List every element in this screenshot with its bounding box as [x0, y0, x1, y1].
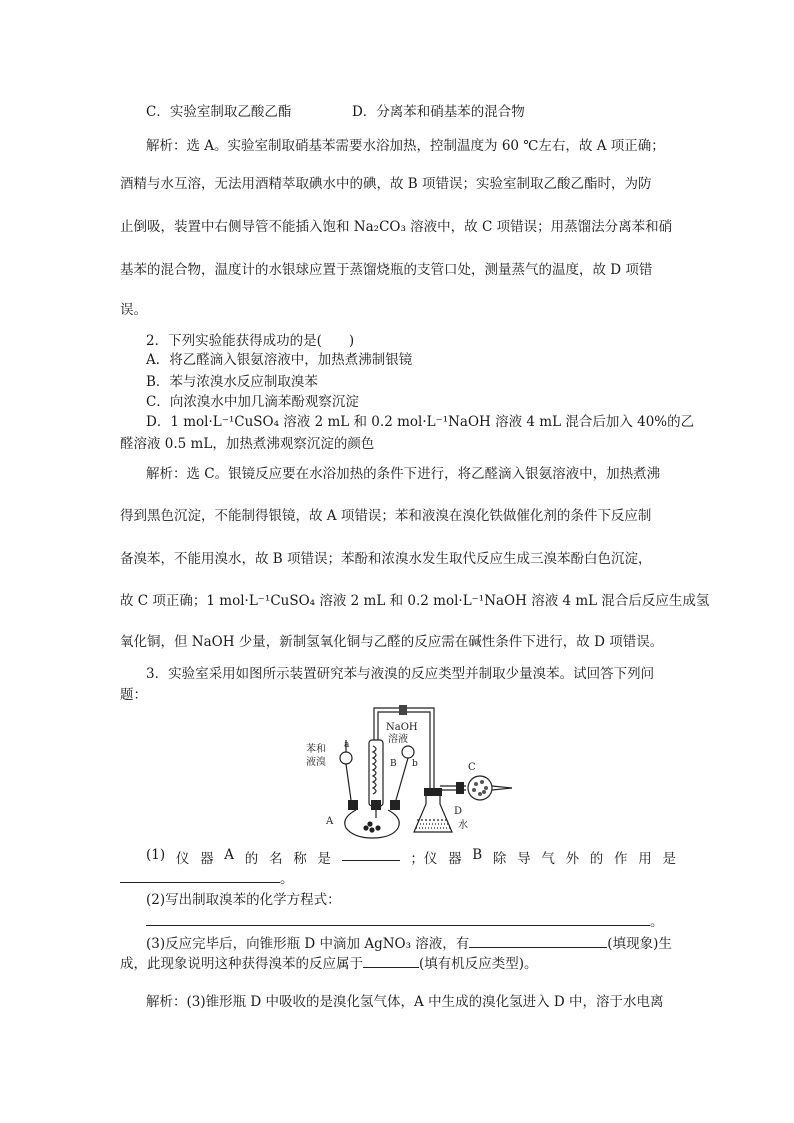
q3-sub2: (2)写出制取溴苯的化学方程式：: [146, 892, 341, 908]
q3-stem-cont: 题：: [120, 687, 147, 703]
q1-analysis-line: 基苯的混合物，温度计的水银球应置于蒸馏烧瓶的支管口处，测量蒸气的温度，故 D 项错: [120, 262, 653, 278]
q2-option-c: C．向浓溴水中加几滴苯酚观察沉淀: [146, 394, 359, 410]
q3-sub1: (1) 仪 器 A 的 名 称 是 ；仪 器 B 除 导 气 外 的 作 用 是: [146, 847, 676, 867]
answer-blank-1[interactable]: [342, 847, 400, 861]
funnel-b: [402, 746, 414, 758]
label-bromine: 液溴: [306, 757, 326, 768]
conical-flask-d: [414, 796, 452, 832]
answer-blank-equation[interactable]: [146, 912, 650, 926]
q2-analysis-line: 氧化铜，但 NaOH 少量，新制氢氧化铜与乙醛的反应需在碱性条件下进行，故 D 项错误。: [120, 634, 664, 650]
q1-analysis-line: 解析：选 A。实验室制取硝基苯需要水浴加热，控制温度为 60 ℃左右，故 A 项正确；: [146, 138, 665, 154]
q2-analysis-line: 备溴苯，不能用溴水，故 B 项错误；苯酚和浓溴水发生取代反应生成三溴苯酚白色沉淀，: [120, 551, 652, 567]
q1-analysis-line: 误。: [120, 302, 147, 318]
label-A: A: [326, 816, 334, 827]
answer-blank-reaction-type[interactable]: [363, 954, 419, 968]
q1-analysis-line: 酒精与水互溶，无法用酒精萃取碘水中的碘，故 B 项错误；实验室制取乙酸乙酯时，为防: [120, 176, 652, 192]
label-water: 水: [458, 820, 468, 831]
answer-blank-phenomenon[interactable]: [469, 934, 607, 948]
q1-option-d: D．分离苯和硝基苯的混合物: [351, 104, 525, 120]
label-benzene: 苯和: [306, 744, 326, 755]
apparatus-figure: [296, 700, 526, 840]
q3-sub3: (3)反应完毕后，向锥形瓶 D 中滴加 AgNO₃ 溶液，有 (填现象)生: [146, 936, 672, 952]
label-C: C: [468, 762, 476, 773]
q3-sub3-cont: 成，此现象说明这种获得溴苯的反应属于 (填有机反应类型)。: [120, 956, 538, 972]
label-B: B: [390, 759, 397, 769]
label-D: D: [454, 806, 463, 817]
q3-stem: 3．实验室采用如图所示装置研究苯与液溴的反应类型并制取少量溴苯。试回答下列问: [146, 666, 655, 682]
q3-analysis: 解析：(3)锥形瓶 D 中吸收的是溴化氢气体，A 中生成的溴化氢进入 D 中，溶于水电离: [146, 994, 664, 1010]
label-solution: 溶液: [388, 734, 408, 745]
answer-blank-2[interactable]: [120, 869, 280, 883]
q1-options-cd: [146, 100, 525, 120]
q2-option-b: B．苯与浓溴水反应制取溴苯: [146, 374, 318, 390]
q2-option-d-cont: 醛溶液 0.5 mL，加热煮沸观察沉淀的颜色: [120, 436, 375, 452]
label-b: b: [412, 759, 418, 769]
q2-option-d: D．1 mol·L⁻¹CuSO₄ 溶液 2 mL 和 0.2 mol·L⁻¹NaOH 溶液 4 mL 混合后加入 40%的乙: [146, 414, 695, 430]
label-naoh: NaOH: [386, 722, 418, 733]
q1-option-c: C．实验室制取乙酸乙酯: [146, 104, 292, 120]
q2-option-a: A．将乙醛滴入银氨溶液中，加热煮沸制银镜: [146, 352, 413, 368]
q2-analysis-line: 解析：选 C。银镜反应要在水浴加热的条件下进行，将乙醛滴入银氨溶液中，加热煮沸: [146, 466, 661, 482]
q3-sub1-cont: 。: [120, 867, 294, 887]
q1-analysis-line: 止倒吸，装置中右侧导管不能插入饱和 Na₂CO₃ 溶液中，故 C 项错误；用蒸馏法分离苯和硝: [120, 219, 673, 235]
drying-bulb-c: [468, 776, 492, 800]
q2-stem: 2．下列实验能获得成功的是( ): [146, 333, 355, 349]
dropping-funnel-a: [340, 752, 352, 764]
q3-sub2-answer: 。: [146, 910, 664, 930]
label-a: a: [344, 740, 350, 750]
q2-analysis-line: 故 C 项正确；1 mol·L⁻¹CuSO₄ 溶液 2 mL 和 0.2 mol·L⁻¹NaOH 溶液 4 mL 混合后反应生成氢: [120, 593, 710, 609]
q2-analysis-line: 得到黑色沉淀，不能制得银镜，故 A 项错误；苯和液溴在溴化铁做催化剂的条件下反应制: [120, 508, 652, 524]
